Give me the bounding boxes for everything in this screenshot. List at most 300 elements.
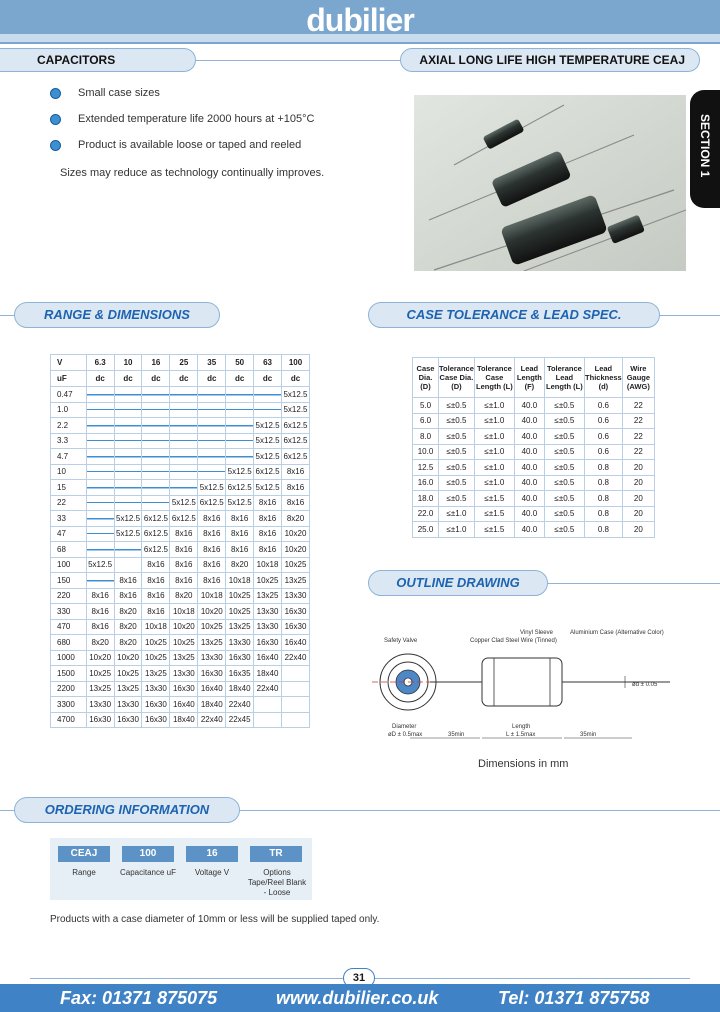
tolerance-cell: 6.0 xyxy=(413,413,439,429)
range-cell xyxy=(142,433,170,449)
range-cell: 8x16 xyxy=(282,464,310,480)
tolerance-cell: ≤±0.5 xyxy=(544,413,584,429)
range-dimensions-table xyxy=(50,354,310,728)
range-cell: 5x12.5 xyxy=(114,526,142,542)
label-lead-left: 35min xyxy=(448,732,465,738)
tolerance-row xyxy=(413,475,655,491)
range-cell: 13x30 xyxy=(254,604,282,620)
range-voltage-header: 50 xyxy=(226,355,254,371)
range-cell: 8x16 xyxy=(198,526,226,542)
range-row xyxy=(51,619,310,635)
range-cell: 10x25 xyxy=(198,619,226,635)
range-cell: 13x25 xyxy=(226,619,254,635)
tolerance-cell: 25.0 xyxy=(413,522,439,538)
range-row xyxy=(51,635,310,651)
tolerance-cell: ≤±1.0 xyxy=(439,522,475,538)
range-cell: 16x30 xyxy=(142,697,170,713)
range-cell: 8x16 xyxy=(170,526,198,542)
range-cell: 10x20 xyxy=(86,650,114,666)
range-cell: 13x30 xyxy=(114,697,142,713)
range-row xyxy=(51,604,310,620)
tolerance-cell: 22 xyxy=(622,429,654,445)
tolerance-cell: 0.6 xyxy=(584,398,622,414)
range-cell: 5x12.5 xyxy=(198,480,226,496)
range-cell: 22x45 xyxy=(226,712,254,728)
tolerance-cell: ≤±0.5 xyxy=(544,429,584,445)
code-options-label: Options Tape/Reel Blank - Loose xyxy=(247,868,307,897)
range-cell: 6x12.5 xyxy=(282,433,310,449)
range-cell: 13x30 xyxy=(282,588,310,604)
range-cell: 13x25 xyxy=(142,666,170,682)
range-cell: 6x12.5 xyxy=(282,449,310,465)
range-voltage-header: 25 xyxy=(170,355,198,371)
category-heading: CAPACITORS xyxy=(0,48,196,72)
tolerance-cell: ≤±0.5 xyxy=(544,398,584,414)
feature-text: Product is available loose or taped and reeled xyxy=(78,139,302,151)
tolerance-cell: 40.0 xyxy=(514,506,544,522)
range-cell xyxy=(86,402,114,418)
range-cell: 16x30 xyxy=(142,712,170,728)
tolerance-cell: ≤±1.0 xyxy=(474,413,514,429)
range-cell: 13x30 xyxy=(170,666,198,682)
range-cell xyxy=(226,402,254,418)
tolerance-cell: 0.8 xyxy=(584,506,622,522)
tolerance-cell: 0.8 xyxy=(584,475,622,491)
technology-note: Sizes may reduce as technology continually improves. xyxy=(60,167,325,179)
capacitor-photo-illustration xyxy=(414,95,686,271)
feature-text: Extended temperature life 2000 hours at +105°C xyxy=(78,113,315,125)
range-cell xyxy=(170,464,198,480)
bullet-icon xyxy=(50,140,61,151)
tolerance-column-header: Tolerance Case Length (L) xyxy=(474,358,514,398)
range-row xyxy=(51,387,310,403)
range-capacitance: 2.2 xyxy=(51,418,87,434)
range-cell xyxy=(226,387,254,403)
tolerance-cell: 20 xyxy=(622,506,654,522)
label-diameter: Diameter xyxy=(392,724,417,730)
tolerance-cell: 0.6 xyxy=(584,429,622,445)
feature-item xyxy=(48,138,314,164)
range-voltage-header: 63 xyxy=(254,355,282,371)
code-voltage: 16 xyxy=(186,846,238,862)
tolerance-cell: 18.0 xyxy=(413,491,439,507)
tolerance-cell: ≤±0.5 xyxy=(439,429,475,445)
range-row xyxy=(51,464,310,480)
range-cell: 8x16 xyxy=(142,573,170,589)
tolerance-row xyxy=(413,444,655,460)
range-cell: 6x12.5 xyxy=(142,526,170,542)
range-capacitance: 1.0 xyxy=(51,402,87,418)
range-cell: 6x12.5 xyxy=(142,542,170,558)
tolerance-cell: 0.8 xyxy=(584,460,622,476)
tolerance-cell: 22.0 xyxy=(413,506,439,522)
range-cell xyxy=(114,464,142,480)
tolerance-cell: ≤±0.5 xyxy=(439,413,475,429)
range-cell xyxy=(170,433,198,449)
footer-bar xyxy=(0,984,720,1012)
range-row xyxy=(51,712,310,728)
range-cell xyxy=(282,697,310,713)
range-cell xyxy=(142,464,170,480)
range-voltage-header: 100 xyxy=(282,355,310,371)
brand-logo: dubilier xyxy=(306,2,414,38)
range-capacitance: 1000 xyxy=(51,650,87,666)
label-copper-clad: Copper Clad Steel Wire (Tinned) xyxy=(470,638,557,644)
range-cell xyxy=(170,387,198,403)
feature-text: Small case sizes xyxy=(78,87,160,99)
range-cell: 13x25 xyxy=(114,681,142,697)
label-lead-right: 35min xyxy=(580,732,597,738)
range-cell: 5x12.5 xyxy=(86,557,114,573)
range-cell: 22x40 xyxy=(226,697,254,713)
tolerance-cell: ≤±1.5 xyxy=(474,506,514,522)
range-cell: 8x16 xyxy=(254,526,282,542)
range-cell xyxy=(254,387,282,403)
code-capacitance-label: Capacitance uF xyxy=(119,868,177,877)
range-cell: 18x40 xyxy=(226,681,254,697)
tolerance-cell: 40.0 xyxy=(514,398,544,414)
range-cell: 5x12.5 xyxy=(254,418,282,434)
range-cell: 13x25 xyxy=(86,681,114,697)
bullet-icon xyxy=(50,88,61,99)
range-row xyxy=(51,511,310,527)
range-cell xyxy=(198,433,226,449)
tolerance-column-header: Lead Length (F) xyxy=(514,358,544,398)
product-heading: AXIAL LONG LIFE HIGH TEMPERATURE CEAJ xyxy=(400,48,700,72)
range-row xyxy=(51,573,310,589)
range-header-row-dc xyxy=(51,371,310,387)
range-cell xyxy=(142,418,170,434)
range-cell: 8x16 xyxy=(114,573,142,589)
range-capacitance: 330 xyxy=(51,604,87,620)
outline-caption: Dimensions in mm xyxy=(478,758,569,770)
range-cell xyxy=(86,495,114,511)
range-cell xyxy=(114,542,142,558)
range-row xyxy=(51,557,310,573)
range-cell xyxy=(170,480,198,496)
range-cell xyxy=(226,449,254,465)
range-cell: 8x16 xyxy=(86,588,114,604)
range-cell xyxy=(226,418,254,434)
range-cell: 8x16 xyxy=(226,526,254,542)
range-cell: 10x18 xyxy=(198,588,226,604)
tolerance-cell: 40.0 xyxy=(514,444,544,460)
tolerance-row xyxy=(413,413,655,429)
footer-fax: Fax: 01371 875075 xyxy=(60,988,218,1008)
range-row xyxy=(51,402,310,418)
range-cell: 13x30 xyxy=(142,681,170,697)
range-dc-header: dc xyxy=(226,371,254,387)
range-cell: 5x12.5 xyxy=(254,449,282,465)
range-voltage-header: 10 xyxy=(114,355,142,371)
range-cell xyxy=(170,402,198,418)
range-capacitance: 4.7 xyxy=(51,449,87,465)
range-dc-header: dc xyxy=(86,371,114,387)
range-cell: 10x20 xyxy=(282,526,310,542)
range-cell xyxy=(282,712,310,728)
tolerance-cell: 0.6 xyxy=(584,413,622,429)
range-cell xyxy=(254,402,282,418)
label-safety-valve: Safety Valve xyxy=(384,638,418,644)
range-cell: 6x12.5 xyxy=(142,511,170,527)
tolerance-row xyxy=(413,491,655,507)
range-cell: 13x30 xyxy=(86,697,114,713)
range-row xyxy=(51,449,310,465)
range-cell xyxy=(86,464,114,480)
section-tab-label: SECTION 1 xyxy=(698,114,712,178)
range-cell xyxy=(142,495,170,511)
range-cell: 16x30 xyxy=(282,619,310,635)
tolerance-table xyxy=(412,357,655,538)
range-cell: 18x40 xyxy=(198,697,226,713)
range-cell: 13x30 xyxy=(198,650,226,666)
tolerance-cell: 40.0 xyxy=(514,429,544,445)
range-cell xyxy=(114,402,142,418)
range-capacitance: 68 xyxy=(51,542,87,558)
range-cell xyxy=(86,542,114,558)
range-cell: 10x25 xyxy=(114,666,142,682)
range-dc-header: dc xyxy=(254,371,282,387)
range-cell xyxy=(114,387,142,403)
header-divider xyxy=(196,60,400,61)
range-cell: 10x18 xyxy=(254,557,282,573)
range-cell: 8x16 xyxy=(282,480,310,496)
range-voltage-header: 16 xyxy=(142,355,170,371)
tolerance-cell: 20 xyxy=(622,475,654,491)
range-cell: 8x16 xyxy=(86,619,114,635)
label-aluminium-case: Aluminium Case (Alternative Color) xyxy=(570,630,664,636)
range-cell xyxy=(114,495,142,511)
code-options: TR xyxy=(250,846,302,862)
tolerance-cell: 40.0 xyxy=(514,522,544,538)
tolerance-cell: ≤±0.5 xyxy=(544,475,584,491)
tolerance-cell: 10.0 xyxy=(413,444,439,460)
tolerance-cell: 0.8 xyxy=(584,522,622,538)
range-cell xyxy=(170,449,198,465)
range-cell xyxy=(170,418,198,434)
range-cell: 10x25 xyxy=(170,635,198,651)
tolerance-cell: ≤±1.5 xyxy=(474,491,514,507)
tolerance-cell: 40.0 xyxy=(514,413,544,429)
range-cell xyxy=(282,681,310,697)
tolerance-cell: ≤±0.5 xyxy=(544,522,584,538)
range-row xyxy=(51,666,310,682)
range-cell: 10x18 xyxy=(226,573,254,589)
tolerance-row xyxy=(413,398,655,414)
range-cell: 8x16 xyxy=(254,542,282,558)
range-capacitance: 0.47 xyxy=(51,387,87,403)
tolerance-cell: 20 xyxy=(622,460,654,476)
range-cell: 6x12.5 xyxy=(226,480,254,496)
range-cell: 10x25 xyxy=(142,635,170,651)
range-capacitance: 150 xyxy=(51,573,87,589)
range-cell: 8x20 xyxy=(86,635,114,651)
tolerance-cell: 16.0 xyxy=(413,475,439,491)
range-cell: 13x30 xyxy=(254,619,282,635)
range-dc-header: dc xyxy=(142,371,170,387)
tolerance-cell: ≤±0.5 xyxy=(439,491,475,507)
tolerance-cell: 22 xyxy=(622,398,654,414)
range-cell xyxy=(86,449,114,465)
range-capacitance: 3300 xyxy=(51,697,87,713)
range-cell: 10x20 xyxy=(170,619,198,635)
range-capacitance: 1500 xyxy=(51,666,87,682)
range-cell: 8x16 xyxy=(170,542,198,558)
range-cell: 5x12.5 xyxy=(226,495,254,511)
range-row xyxy=(51,681,310,697)
range-cell: 16x30 xyxy=(198,666,226,682)
footer-website[interactable]: www.dubilier.co.uk xyxy=(276,988,439,1008)
range-cell: 8x16 xyxy=(114,588,142,604)
tolerance-cell: ≤±1.0 xyxy=(474,460,514,476)
feature-list xyxy=(48,86,314,164)
range-cell: 16x30 xyxy=(254,635,282,651)
range-cell xyxy=(142,480,170,496)
range-cell: 5x12.5 xyxy=(226,464,254,480)
range-cell xyxy=(198,418,226,434)
tolerance-column-header: Wire Gauge (AWG) xyxy=(622,358,654,398)
range-cell xyxy=(86,387,114,403)
tolerance-cell: ≤±1.0 xyxy=(474,429,514,445)
tolerance-cell: ≤±0.5 xyxy=(544,491,584,507)
tolerance-cell: ≤±1.0 xyxy=(474,398,514,414)
range-cell: 6x12.5 xyxy=(170,511,198,527)
code-range-label: Range xyxy=(72,868,96,877)
tolerance-row xyxy=(413,429,655,445)
range-dc-header: dc xyxy=(282,371,310,387)
range-cell: 10x18 xyxy=(142,619,170,635)
range-cell xyxy=(114,480,142,496)
range-uf-label: uF xyxy=(51,371,87,387)
label-lead-diameter: ød ± 0.05 xyxy=(632,682,658,688)
tolerance-cell: 20 xyxy=(622,491,654,507)
range-row xyxy=(51,480,310,496)
range-cell: 16x40 xyxy=(282,635,310,651)
range-voltage-header: 6.3 xyxy=(86,355,114,371)
range-cell: 16x30 xyxy=(226,650,254,666)
range-cell xyxy=(198,387,226,403)
tolerance-cell: ≤±0.5 xyxy=(544,460,584,476)
tolerance-cell: 12.5 xyxy=(413,460,439,476)
range-cell: 16x40 xyxy=(254,650,282,666)
range-cell: 13x25 xyxy=(198,635,226,651)
tolerance-cell: ≤±0.5 xyxy=(439,444,475,460)
tolerance-row xyxy=(413,522,655,538)
range-cell: 18x40 xyxy=(254,666,282,682)
range-capacitance: 22 xyxy=(51,495,87,511)
range-cell xyxy=(86,573,114,589)
code-range: CEAJ xyxy=(58,846,110,862)
range-cell: 8x16 xyxy=(226,542,254,558)
range-capacitance: 4700 xyxy=(51,712,87,728)
range-cell xyxy=(86,526,114,542)
label-length-tolerance: L ± 1.5max xyxy=(506,732,536,738)
range-cell: 8x16 xyxy=(86,604,114,620)
range-cell: 8x16 xyxy=(254,495,282,511)
tolerance-cell: ≤±0.5 xyxy=(439,460,475,476)
range-cell: 8x16 xyxy=(198,542,226,558)
range-cell: 8x16 xyxy=(254,511,282,527)
feature-item xyxy=(48,86,314,112)
tolerance-cell: 22 xyxy=(622,444,654,460)
tolerance-cell: 22 xyxy=(622,413,654,429)
outline-heading: OUTLINE DRAWING xyxy=(368,570,548,596)
ordering-note: Products with a case diameter of 10mm or less will be supplied taped only. xyxy=(50,914,380,925)
section-tab xyxy=(690,90,720,208)
range-cell: 10x25 xyxy=(282,557,310,573)
range-cell: 8x16 xyxy=(142,557,170,573)
range-cell: 10x25 xyxy=(254,573,282,589)
tolerance-cell: 20 xyxy=(622,522,654,538)
range-cell: 16x30 xyxy=(86,712,114,728)
range-cell: 22x40 xyxy=(282,650,310,666)
tolerance-cell: 0.8 xyxy=(584,491,622,507)
range-cell: 8x16 xyxy=(170,573,198,589)
range-cell: 16x35 xyxy=(226,666,254,682)
range-cell: 16x30 xyxy=(282,604,310,620)
range-cell xyxy=(198,402,226,418)
range-cell: 8x16 xyxy=(170,557,198,573)
range-cell: 8x20 xyxy=(114,604,142,620)
range-cell: 8x20 xyxy=(282,511,310,527)
range-cell: 5x12.5 xyxy=(170,495,198,511)
range-cell: 8x16 xyxy=(198,511,226,527)
range-capacitance: 680 xyxy=(51,635,87,651)
tolerance-column-header: Lead Thickness (d) xyxy=(584,358,622,398)
range-cell: 16x40 xyxy=(170,697,198,713)
range-capacitance: 15 xyxy=(51,480,87,496)
range-cell xyxy=(114,557,142,573)
range-cell: 18x40 xyxy=(170,712,198,728)
range-cell: 13x25 xyxy=(254,588,282,604)
range-row xyxy=(51,418,310,434)
range-cell: 8x20 xyxy=(170,588,198,604)
range-cell: 10x20 xyxy=(282,542,310,558)
range-cell: 5x12.5 xyxy=(254,480,282,496)
label-length: Length xyxy=(512,724,531,730)
range-capacitance: 2200 xyxy=(51,681,87,697)
range-cell: 8x16 xyxy=(198,573,226,589)
range-cell: 10x25 xyxy=(226,588,254,604)
range-cell xyxy=(226,433,254,449)
range-cell: 8x16 xyxy=(142,604,170,620)
range-cell: 6x12.5 xyxy=(282,418,310,434)
tolerance-cell: 40.0 xyxy=(514,475,544,491)
range-cell xyxy=(142,449,170,465)
range-row xyxy=(51,542,310,558)
tolerance-row xyxy=(413,460,655,476)
tolerance-column-header: Tolerance Case Dia. (D) xyxy=(439,358,475,398)
range-cell: 10x20 xyxy=(198,604,226,620)
range-cell: 22x40 xyxy=(254,681,282,697)
range-cell: 8x20 xyxy=(114,635,142,651)
range-cell xyxy=(86,418,114,434)
ordering-heading: ORDERING INFORMATION xyxy=(14,797,240,823)
tolerance-column-header: Case Dia. (D) xyxy=(413,358,439,398)
code-voltage-label: Voltage V xyxy=(194,868,230,877)
range-dc-header: dc xyxy=(198,371,226,387)
range-row xyxy=(51,526,310,542)
range-cell xyxy=(254,712,282,728)
tolerance-cell: ≤±0.5 xyxy=(544,444,584,460)
tolerance-cell: ≤±1.0 xyxy=(439,506,475,522)
range-cell: 8x16 xyxy=(142,588,170,604)
tolerance-cell: ≤±0.5 xyxy=(439,398,475,414)
range-cell: 13x25 xyxy=(282,573,310,589)
range-dc-header: dc xyxy=(170,371,198,387)
tolerance-heading: CASE TOLERANCE & LEAD SPEC. xyxy=(368,302,660,328)
label-diameter-tolerance: øD ± 0.5max xyxy=(388,732,423,738)
